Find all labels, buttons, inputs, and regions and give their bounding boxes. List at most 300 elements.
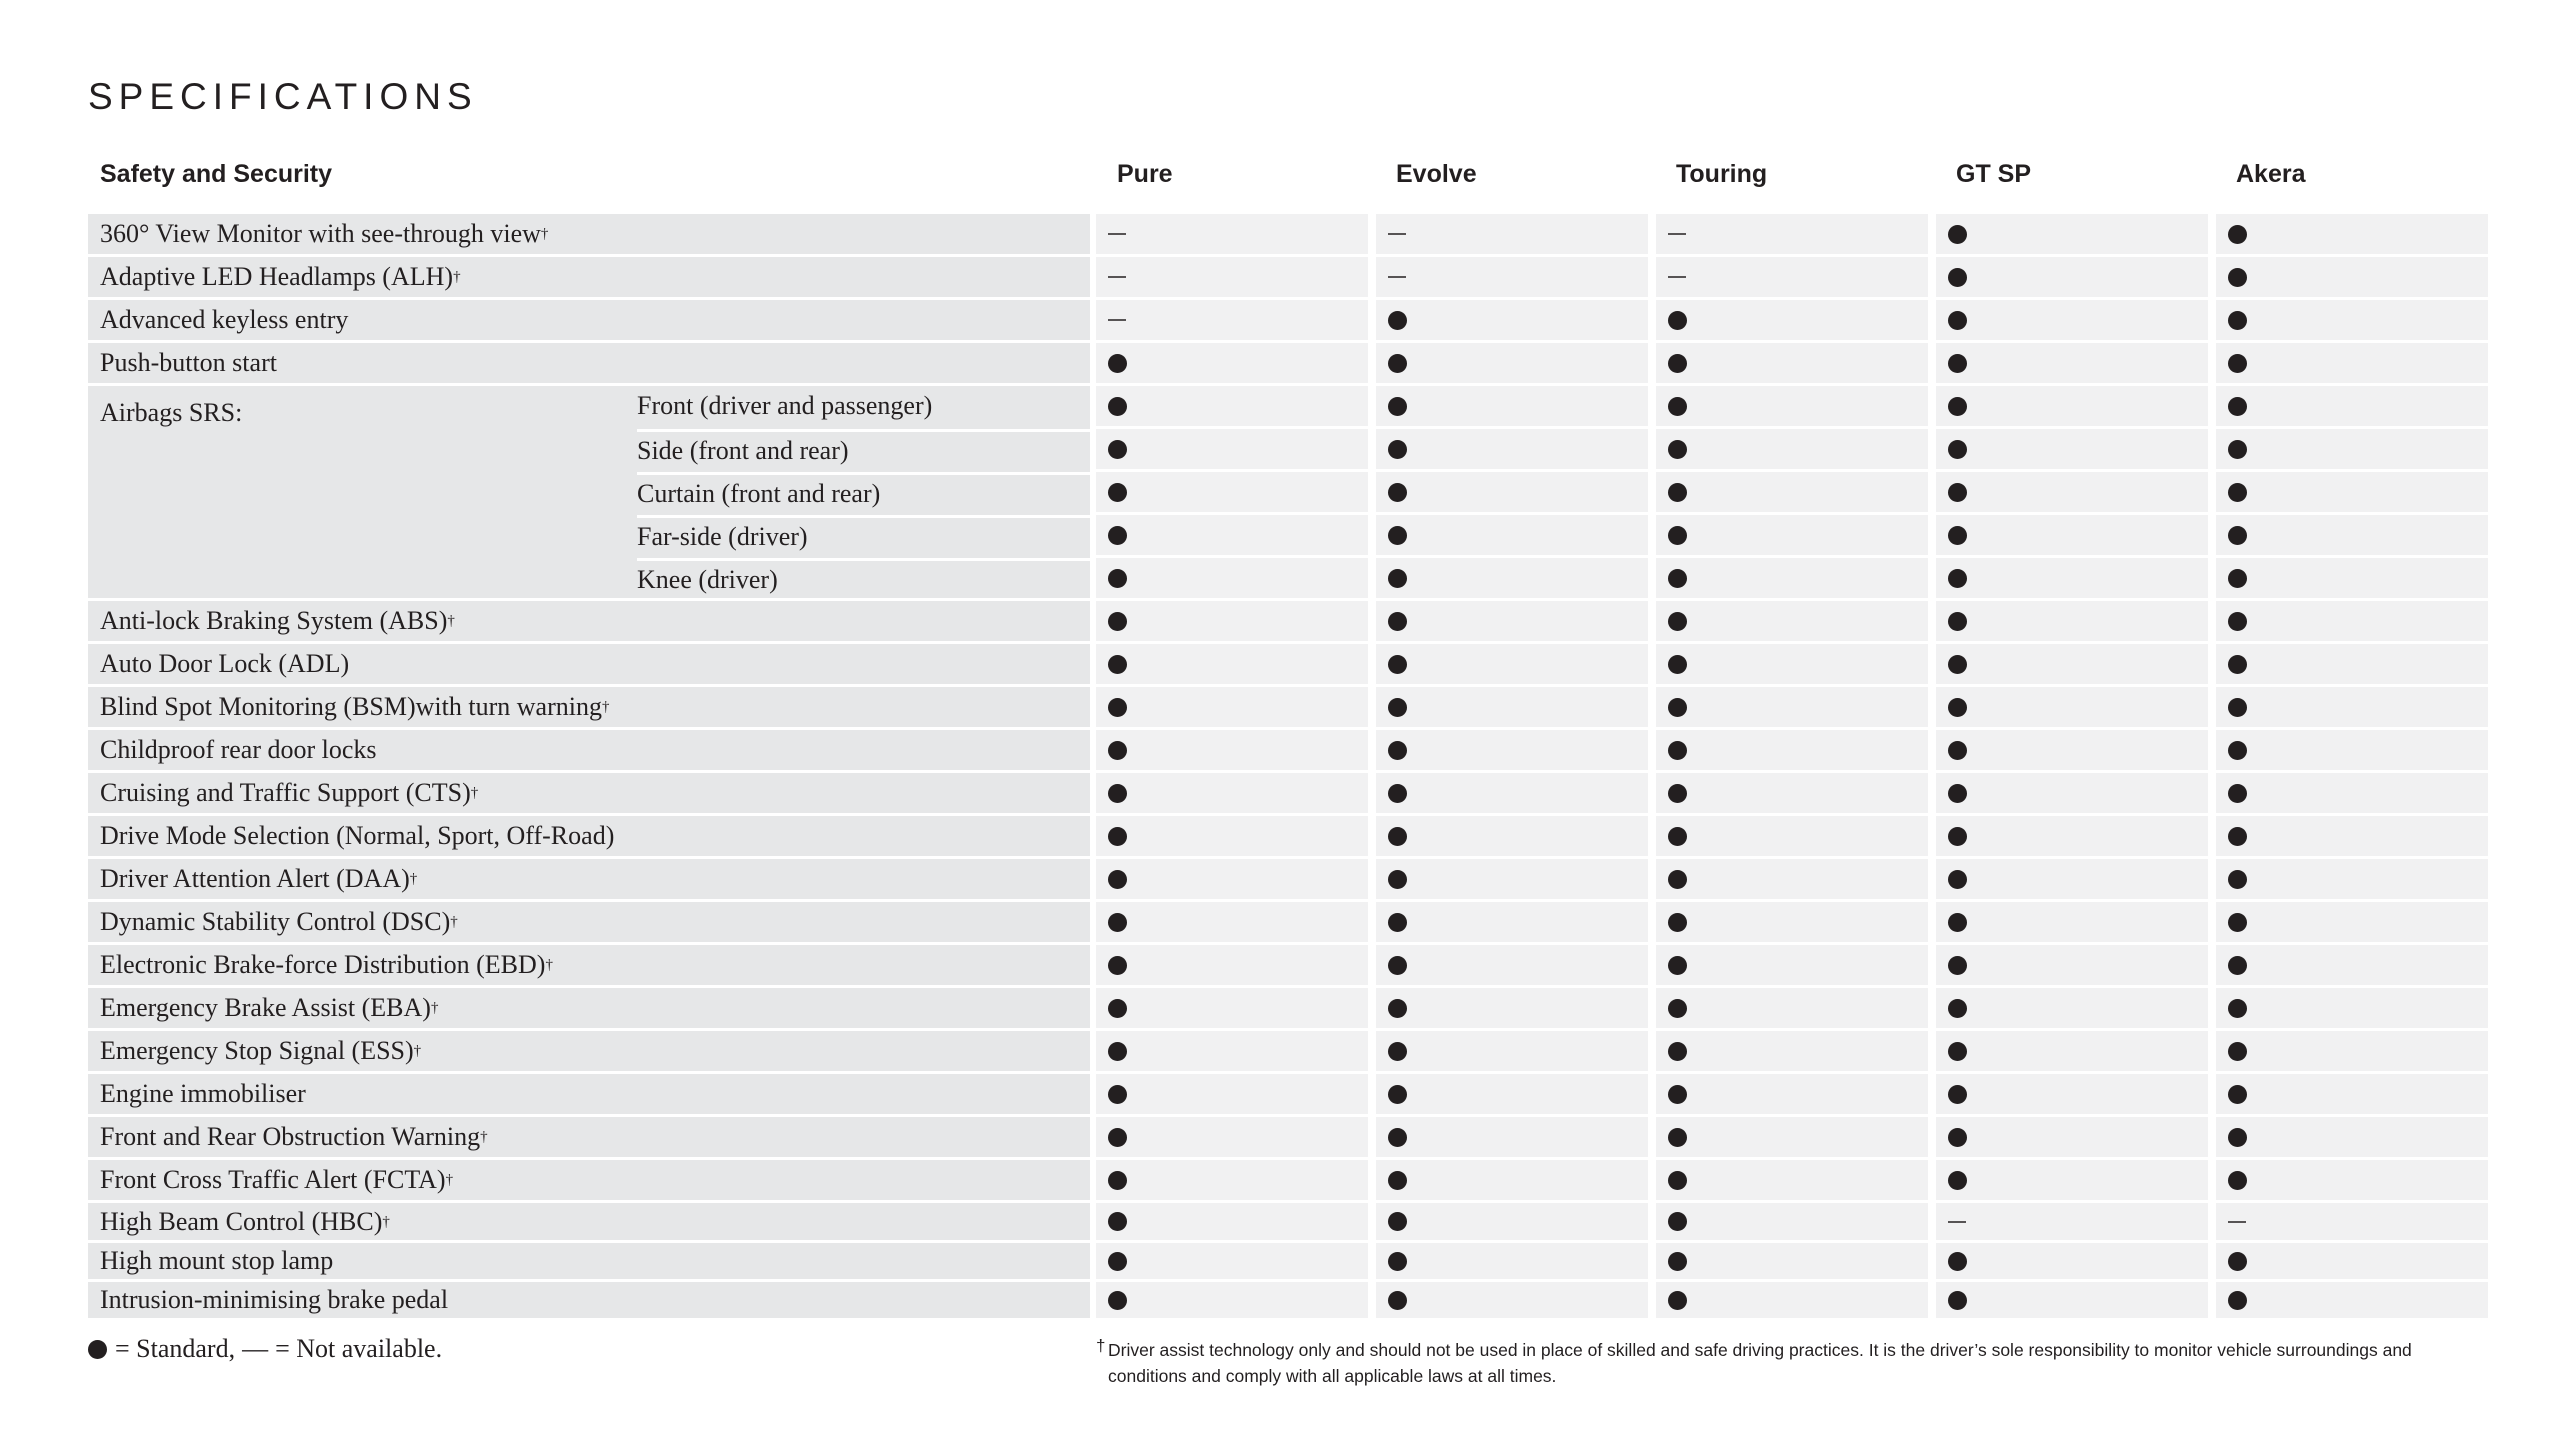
standard-dot-icon bbox=[1948, 526, 1967, 545]
availability-cell-evolve bbox=[1376, 1282, 1648, 1318]
not-available-dash-icon bbox=[1668, 233, 1686, 235]
standard-dot-icon bbox=[1948, 827, 1967, 846]
availability-cell-gt-sp bbox=[1936, 816, 2208, 856]
availability-cell-akera bbox=[2216, 730, 2488, 770]
standard-dot-icon bbox=[1388, 698, 1407, 717]
standard-dot-icon bbox=[1108, 1212, 1127, 1231]
standard-dot-icon bbox=[1108, 956, 1127, 975]
feature-label-text: Childproof rear door locks bbox=[100, 735, 377, 764]
standard-dot-icon bbox=[2228, 1291, 2247, 1310]
standard-dot-icon bbox=[88, 1340, 107, 1359]
feature-label: Driver Attention Alert (DAA) † bbox=[88, 859, 1090, 899]
standard-dot-icon bbox=[1948, 397, 1967, 416]
standard-dot-icon bbox=[1388, 827, 1407, 846]
standard-dot-icon bbox=[1668, 1085, 1687, 1104]
availability-cell-touring bbox=[1656, 601, 1928, 641]
standard-dot-icon bbox=[1668, 698, 1687, 717]
standard-dot-icon bbox=[1108, 870, 1127, 889]
standard-dot-icon bbox=[2228, 913, 2247, 932]
standard-dot-icon bbox=[1108, 655, 1127, 674]
availability-cell-gt-sp bbox=[1936, 386, 2208, 426]
availability-cell-akera bbox=[2216, 773, 2488, 813]
standard-dot-icon bbox=[2228, 612, 2247, 631]
availability-cell-evolve bbox=[1376, 300, 1648, 340]
availability-cell-evolve bbox=[1376, 515, 1648, 555]
standard-dot-icon bbox=[1388, 526, 1407, 545]
availability-cell-pure bbox=[1096, 945, 1368, 985]
availability-cell-evolve bbox=[1376, 773, 1648, 813]
availability-cell-evolve bbox=[1376, 1203, 1648, 1240]
feature-label-text: Side (front and rear) bbox=[637, 435, 849, 465]
column-header-evolve: Evolve bbox=[1396, 160, 1477, 188]
availability-cell-pure bbox=[1096, 1243, 1368, 1279]
standard-dot-icon bbox=[1948, 569, 1967, 588]
standard-dot-icon bbox=[1948, 440, 1967, 459]
standard-dot-icon bbox=[1948, 1128, 1967, 1147]
availability-cell-touring bbox=[1656, 1074, 1928, 1114]
standard-dot-icon bbox=[1388, 655, 1407, 674]
standard-dot-icon bbox=[1668, 440, 1687, 459]
standard-dot-icon bbox=[1108, 526, 1127, 545]
availability-cell-pure bbox=[1096, 773, 1368, 813]
availability-cell-pure bbox=[1096, 1074, 1368, 1114]
feature-label: 360° View Monitor with see-through view † bbox=[88, 214, 1090, 254]
availability-cell-gt-sp bbox=[1936, 1117, 2208, 1157]
standard-dot-icon bbox=[1388, 999, 1407, 1018]
availability-cell-touring bbox=[1656, 644, 1928, 684]
column-header-gt-sp: GT SP bbox=[1956, 160, 2032, 188]
availability-cell-touring bbox=[1656, 816, 1928, 856]
standard-dot-icon bbox=[2228, 440, 2247, 459]
availability-cell-akera bbox=[2216, 300, 2488, 340]
feature-group-label: Airbags SRS: bbox=[88, 386, 1090, 598]
feature-label bbox=[88, 1282, 1090, 1318]
standard-dot-icon bbox=[1108, 440, 1127, 459]
standard-dot-icon bbox=[1388, 612, 1407, 631]
availability-cell-evolve bbox=[1376, 1117, 1648, 1157]
availability-cell-pure bbox=[1096, 558, 1368, 598]
standard-dot-icon bbox=[1668, 956, 1687, 975]
standard-dot-icon bbox=[1668, 311, 1687, 330]
standard-dot-icon bbox=[1108, 999, 1127, 1018]
availability-cell-evolve bbox=[1376, 902, 1648, 942]
availability-cell-pure bbox=[1096, 429, 1368, 469]
standard-dot-icon bbox=[2228, 569, 2247, 588]
not-available-dash-icon bbox=[1948, 1221, 1966, 1223]
standard-dot-icon bbox=[1668, 1128, 1687, 1147]
availability-cell-pure bbox=[1096, 859, 1368, 899]
standard-dot-icon bbox=[2228, 1042, 2247, 1061]
feature-sublabel bbox=[637, 386, 1090, 426]
not-available-dash-icon bbox=[1108, 319, 1126, 321]
standard-dot-icon bbox=[1388, 1212, 1407, 1231]
availability-cell-gt-sp bbox=[1936, 687, 2208, 727]
feature-label-text: Drive Mode Selection (Normal, Sport, Off-Road) bbox=[100, 821, 615, 850]
standard-dot-icon bbox=[1388, 311, 1407, 330]
standard-dot-icon bbox=[2228, 1128, 2247, 1147]
feature-label-text: High mount stop lamp bbox=[100, 1246, 334, 1275]
feature-label-text: 360° View Monitor with see-through view bbox=[100, 219, 541, 248]
availability-cell-touring bbox=[1656, 859, 1928, 899]
availability-cell-evolve bbox=[1376, 1160, 1648, 1200]
feature-label: Blind Spot Monitoring (BSM)with turn warning † bbox=[88, 687, 1090, 727]
feature-label bbox=[88, 1074, 1090, 1114]
availability-cell-pure bbox=[1096, 1031, 1368, 1071]
standard-dot-icon bbox=[2228, 1252, 2247, 1271]
feature-label-text: Dynamic Stability Control (DSC) bbox=[100, 907, 451, 936]
standard-dot-icon bbox=[1388, 741, 1407, 760]
standard-dot-icon bbox=[1948, 1171, 1967, 1190]
standard-dot-icon bbox=[1948, 1042, 1967, 1061]
availability-cell-touring bbox=[1656, 1243, 1928, 1279]
feature-label bbox=[88, 343, 1090, 383]
availability-cell-gt-sp bbox=[1936, 945, 2208, 985]
availability-cell-akera bbox=[2216, 1031, 2488, 1071]
standard-dot-icon bbox=[1108, 612, 1127, 631]
feature-label: Front and Rear Obstruction Warning † bbox=[88, 1117, 1090, 1157]
availability-cell-evolve bbox=[1376, 214, 1648, 254]
availability-cell-pure bbox=[1096, 988, 1368, 1028]
standard-dot-icon bbox=[1668, 483, 1687, 502]
availability-cell-evolve bbox=[1376, 257, 1648, 297]
availability-cell-pure bbox=[1096, 515, 1368, 555]
availability-cell-akera bbox=[2216, 343, 2488, 383]
availability-cell-akera bbox=[2216, 1117, 2488, 1157]
standard-dot-icon bbox=[1388, 1252, 1407, 1271]
availability-cell-touring bbox=[1656, 1031, 1928, 1071]
feature-label bbox=[88, 816, 1090, 856]
availability-cell-akera bbox=[2216, 601, 2488, 641]
availability-cell-pure bbox=[1096, 386, 1368, 426]
availability-cell-gt-sp bbox=[1936, 773, 2208, 813]
feature-sublabel bbox=[637, 515, 1090, 555]
standard-dot-icon bbox=[1948, 698, 1967, 717]
availability-cell-touring bbox=[1656, 515, 1928, 555]
feature-label-text: Adaptive LED Headlamps (ALH) bbox=[100, 262, 454, 291]
availability-cell-pure bbox=[1096, 902, 1368, 942]
standard-dot-icon bbox=[1668, 569, 1687, 588]
standard-dot-icon bbox=[1668, 354, 1687, 373]
availability-cell-gt-sp bbox=[1936, 1074, 2208, 1114]
standard-dot-icon bbox=[1948, 913, 1967, 932]
standard-dot-icon bbox=[1388, 354, 1407, 373]
standard-dot-icon bbox=[1108, 913, 1127, 932]
feature-label-text: Engine immobiliser bbox=[100, 1079, 306, 1108]
availability-cell-akera bbox=[2216, 472, 2488, 512]
feature-label bbox=[88, 300, 1090, 340]
standard-dot-icon bbox=[1668, 612, 1687, 631]
standard-dot-icon bbox=[1388, 913, 1407, 932]
dagger-mark: † bbox=[1096, 1336, 1106, 1355]
standard-dot-icon bbox=[1668, 1252, 1687, 1271]
standard-dot-icon bbox=[2228, 225, 2247, 244]
availability-cell-evolve bbox=[1376, 386, 1648, 426]
availability-cell-akera bbox=[2216, 515, 2488, 555]
availability-cell-akera bbox=[2216, 988, 2488, 1028]
standard-dot-icon bbox=[1948, 225, 1967, 244]
standard-dot-icon bbox=[1948, 268, 1967, 287]
feature-label-text: Emergency Stop Signal (ESS) bbox=[100, 1036, 414, 1065]
standard-dot-icon bbox=[1668, 999, 1687, 1018]
availability-cell-gt-sp bbox=[1936, 859, 2208, 899]
availability-cell-evolve bbox=[1376, 816, 1648, 856]
standard-dot-icon bbox=[2228, 655, 2247, 674]
availability-cell-gt-sp bbox=[1936, 1282, 2208, 1318]
availability-cell-touring bbox=[1656, 687, 1928, 727]
availability-cell-akera bbox=[2216, 214, 2488, 254]
availability-cell-touring bbox=[1656, 988, 1928, 1028]
standard-dot-icon bbox=[1388, 784, 1407, 803]
standard-dot-icon bbox=[1948, 956, 1967, 975]
availability-cell-akera bbox=[2216, 1203, 2488, 1240]
not-available-dash-icon: — bbox=[242, 1334, 269, 1363]
feature-label-text: Emergency Brake Assist (EBA) bbox=[100, 993, 431, 1022]
standard-dot-icon bbox=[1108, 483, 1127, 502]
availability-cell-akera bbox=[2216, 1074, 2488, 1114]
standard-dot-icon bbox=[2228, 483, 2247, 502]
standard-dot-icon bbox=[1948, 1291, 1967, 1310]
availability-cell-touring bbox=[1656, 773, 1928, 813]
availability-cell-evolve bbox=[1376, 945, 1648, 985]
availability-cell-gt-sp bbox=[1936, 902, 2208, 942]
standard-dot-icon bbox=[1948, 784, 1967, 803]
availability-cell-gt-sp bbox=[1936, 988, 2208, 1028]
availability-cell-akera bbox=[2216, 816, 2488, 856]
availability-cell-gt-sp bbox=[1936, 601, 2208, 641]
availability-cell-gt-sp bbox=[1936, 300, 2208, 340]
standard-dot-icon bbox=[1108, 1291, 1127, 1310]
availability-cell-akera bbox=[2216, 1160, 2488, 1200]
feature-label: Emergency Stop Signal (ESS) † bbox=[88, 1031, 1090, 1071]
feature-label: Anti-lock Braking System (ABS) † bbox=[88, 601, 1090, 641]
feature-label bbox=[88, 1243, 1090, 1279]
availability-cell-evolve bbox=[1376, 1074, 1648, 1114]
standard-dot-icon bbox=[1668, 741, 1687, 760]
availability-cell-touring bbox=[1656, 1203, 1928, 1240]
standard-dot-icon bbox=[1668, 1171, 1687, 1190]
availability-cell-gt-sp bbox=[1936, 343, 2208, 383]
standard-dot-icon bbox=[2228, 827, 2247, 846]
feature-label-text: Cruising and Traffic Support (CTS) bbox=[100, 778, 471, 807]
feature-label-text: Front Cross Traffic Alert (FCTA) bbox=[100, 1165, 446, 1194]
column-header-pure: Pure bbox=[1117, 160, 1173, 188]
availability-cell-pure bbox=[1096, 343, 1368, 383]
availability-cell-evolve bbox=[1376, 1031, 1648, 1071]
availability-cell-gt-sp bbox=[1936, 558, 2208, 598]
feature-label bbox=[88, 644, 1090, 684]
availability-cell-touring bbox=[1656, 214, 1928, 254]
standard-dot-icon bbox=[1668, 1042, 1687, 1061]
availability-cell-evolve bbox=[1376, 730, 1648, 770]
availability-cell-touring bbox=[1656, 558, 1928, 598]
availability-cell-gt-sp bbox=[1936, 515, 2208, 555]
availability-cell-pure bbox=[1096, 1203, 1368, 1240]
standard-dot-icon bbox=[1388, 956, 1407, 975]
availability-cell-touring bbox=[1656, 1282, 1928, 1318]
feature-label: Front Cross Traffic Alert (FCTA) † bbox=[88, 1160, 1090, 1200]
availability-cell-akera bbox=[2216, 386, 2488, 426]
standard-dot-icon bbox=[1668, 784, 1687, 803]
standard-dot-icon bbox=[2228, 268, 2247, 287]
standard-dot-icon bbox=[1668, 870, 1687, 889]
standard-dot-icon bbox=[1388, 397, 1407, 416]
standard-dot-icon bbox=[1948, 1085, 1967, 1104]
standard-dot-icon bbox=[1388, 569, 1407, 588]
standard-dot-icon bbox=[2228, 311, 2247, 330]
standard-dot-icon bbox=[1668, 827, 1687, 846]
feature-label-text: Front (driver and passenger) bbox=[637, 391, 933, 420]
standard-dot-icon bbox=[1108, 1252, 1127, 1271]
feature-label-text: Front and Rear Obstruction Warning bbox=[100, 1122, 481, 1151]
standard-dot-icon bbox=[1388, 440, 1407, 459]
availability-cell-touring bbox=[1656, 429, 1928, 469]
feature-label bbox=[88, 730, 1090, 770]
standard-dot-icon bbox=[1388, 1128, 1407, 1147]
availability-cell-evolve bbox=[1376, 601, 1648, 641]
availability-cell-touring bbox=[1656, 945, 1928, 985]
feature-label-text: High Beam Control (HBC) bbox=[100, 1206, 383, 1236]
availability-cell-evolve bbox=[1376, 429, 1648, 469]
availability-cell-touring bbox=[1656, 1160, 1928, 1200]
availability-cell-touring bbox=[1656, 386, 1928, 426]
availability-cell-gt-sp bbox=[1936, 1243, 2208, 1279]
feature-label-text: Advanced keyless entry bbox=[100, 305, 349, 334]
availability-cell-touring bbox=[1656, 472, 1928, 512]
availability-cell-pure bbox=[1096, 687, 1368, 727]
not-available-dash-icon bbox=[1108, 276, 1126, 278]
feature-sublabel bbox=[637, 472, 1090, 512]
availability-cell-gt-sp bbox=[1936, 1160, 2208, 1200]
standard-dot-icon bbox=[2228, 1171, 2247, 1190]
standard-dot-icon bbox=[1108, 1171, 1127, 1190]
availability-cell-gt-sp bbox=[1936, 644, 2208, 684]
not-available-dash-icon bbox=[1388, 276, 1406, 278]
availability-cell-akera bbox=[2216, 1243, 2488, 1279]
availability-cell-gt-sp bbox=[1936, 214, 2208, 254]
availability-cell-evolve bbox=[1376, 558, 1648, 598]
standard-dot-icon bbox=[1108, 741, 1127, 760]
feature-label-text: Auto Door Lock (ADL) bbox=[100, 649, 350, 678]
availability-cell-gt-sp bbox=[1936, 1031, 2208, 1071]
standard-dot-icon bbox=[2228, 698, 2247, 717]
availability-cell-akera bbox=[2216, 257, 2488, 297]
standard-dot-icon bbox=[1108, 827, 1127, 846]
legend bbox=[88, 1334, 442, 1364]
availability-cell-akera bbox=[2216, 902, 2488, 942]
feature-label: Adaptive LED Headlamps (ALH) † bbox=[88, 257, 1090, 297]
availability-cell-touring bbox=[1656, 300, 1928, 340]
availability-cell-gt-sp bbox=[1936, 472, 2208, 512]
availability-cell-gt-sp bbox=[1936, 1203, 2208, 1240]
standard-dot-icon bbox=[1668, 1212, 1687, 1231]
availability-cell-touring bbox=[1656, 257, 1928, 297]
standard-dot-icon bbox=[1388, 483, 1407, 502]
feature-label-text: Curtain (front and rear) bbox=[637, 478, 881, 508]
standard-dot-icon bbox=[1948, 870, 1967, 889]
standard-dot-icon bbox=[1948, 483, 1967, 502]
feature-label-text: Intrusion-minimising brake pedal bbox=[100, 1285, 449, 1314]
feature-label: Cruising and Traffic Support (CTS) † bbox=[88, 773, 1090, 813]
page-title: SPECIFICATIONS bbox=[88, 76, 478, 117]
column-header-touring: Touring bbox=[1676, 160, 1768, 188]
availability-cell-akera bbox=[2216, 558, 2488, 598]
availability-cell-pure bbox=[1096, 1282, 1368, 1318]
standard-dot-icon bbox=[1668, 655, 1687, 674]
feature-label: Emergency Brake Assist (EBA) † bbox=[88, 988, 1090, 1028]
standard-dot-icon bbox=[1108, 784, 1127, 803]
standard-dot-icon bbox=[1668, 397, 1687, 416]
standard-dot-icon bbox=[1108, 354, 1127, 373]
standard-dot-icon bbox=[1948, 999, 1967, 1018]
standard-dot-icon bbox=[2228, 526, 2247, 545]
section-header: Safety and Security bbox=[100, 160, 333, 188]
feature-label-text: Far-side (driver) bbox=[637, 521, 808, 551]
feature-label-text: Driver Attention Alert (DAA) bbox=[100, 864, 410, 893]
not-available-dash-icon bbox=[1388, 233, 1406, 235]
availability-cell-akera bbox=[2216, 429, 2488, 469]
feature-label-text: Electronic Brake-force Distribution (EBD) bbox=[100, 950, 546, 979]
column-header-akera: Akera bbox=[2236, 160, 2306, 188]
standard-dot-icon bbox=[2228, 1085, 2247, 1104]
availability-cell-pure bbox=[1096, 214, 1368, 254]
availability-cell-pure bbox=[1096, 730, 1368, 770]
standard-dot-icon bbox=[1668, 913, 1687, 932]
availability-cell-pure bbox=[1096, 601, 1368, 641]
standard-dot-icon bbox=[2228, 870, 2247, 889]
standard-dot-icon bbox=[2228, 397, 2247, 416]
standard-dot-icon bbox=[1108, 1042, 1127, 1061]
availability-cell-pure bbox=[1096, 257, 1368, 297]
standard-dot-icon bbox=[1668, 1291, 1687, 1310]
availability-cell-touring bbox=[1656, 1117, 1928, 1157]
feature-label-text: Anti-lock Braking System (ABS) bbox=[100, 606, 448, 635]
standard-dot-icon bbox=[1948, 612, 1967, 631]
availability-cell-pure bbox=[1096, 300, 1368, 340]
availability-cell-gt-sp bbox=[1936, 730, 2208, 770]
availability-cell-akera bbox=[2216, 945, 2488, 985]
feature-sublabel bbox=[637, 429, 1090, 469]
standard-dot-icon bbox=[1948, 741, 1967, 760]
availability-cell-touring bbox=[1656, 730, 1928, 770]
legend-standard-text: = Standard, bbox=[115, 1334, 236, 1363]
availability-cell-touring bbox=[1656, 902, 1928, 942]
standard-dot-icon bbox=[1388, 1085, 1407, 1104]
availability-cell-akera bbox=[2216, 687, 2488, 727]
availability-cell-evolve bbox=[1376, 644, 1648, 684]
standard-dot-icon bbox=[2228, 741, 2247, 760]
standard-dot-icon bbox=[1668, 526, 1687, 545]
availability-cell-pure bbox=[1096, 472, 1368, 512]
standard-dot-icon bbox=[1108, 698, 1127, 717]
availability-cell-pure bbox=[1096, 1117, 1368, 1157]
standard-dot-icon bbox=[1108, 569, 1127, 588]
feature-label-text: Blind Spot Monitoring (BSM)with turn warning bbox=[100, 692, 602, 721]
feature-label-text: Push-button start bbox=[100, 348, 277, 377]
standard-dot-icon bbox=[1108, 1085, 1127, 1104]
feature-label-text: Knee (driver) bbox=[637, 564, 778, 594]
availability-cell-evolve bbox=[1376, 472, 1648, 512]
availability-cell-evolve bbox=[1376, 859, 1648, 899]
availability-cell-gt-sp bbox=[1936, 429, 2208, 469]
footnote bbox=[1096, 1337, 2486, 1389]
not-available-dash-icon bbox=[1108, 233, 1126, 235]
availability-cell-evolve bbox=[1376, 1243, 1648, 1279]
availability-cell-akera bbox=[2216, 1282, 2488, 1318]
feature-sublabel bbox=[637, 558, 1090, 598]
feature-label: Dynamic Stability Control (DSC) † bbox=[88, 902, 1090, 942]
standard-dot-icon bbox=[1388, 1291, 1407, 1310]
availability-cell-evolve bbox=[1376, 687, 1648, 727]
